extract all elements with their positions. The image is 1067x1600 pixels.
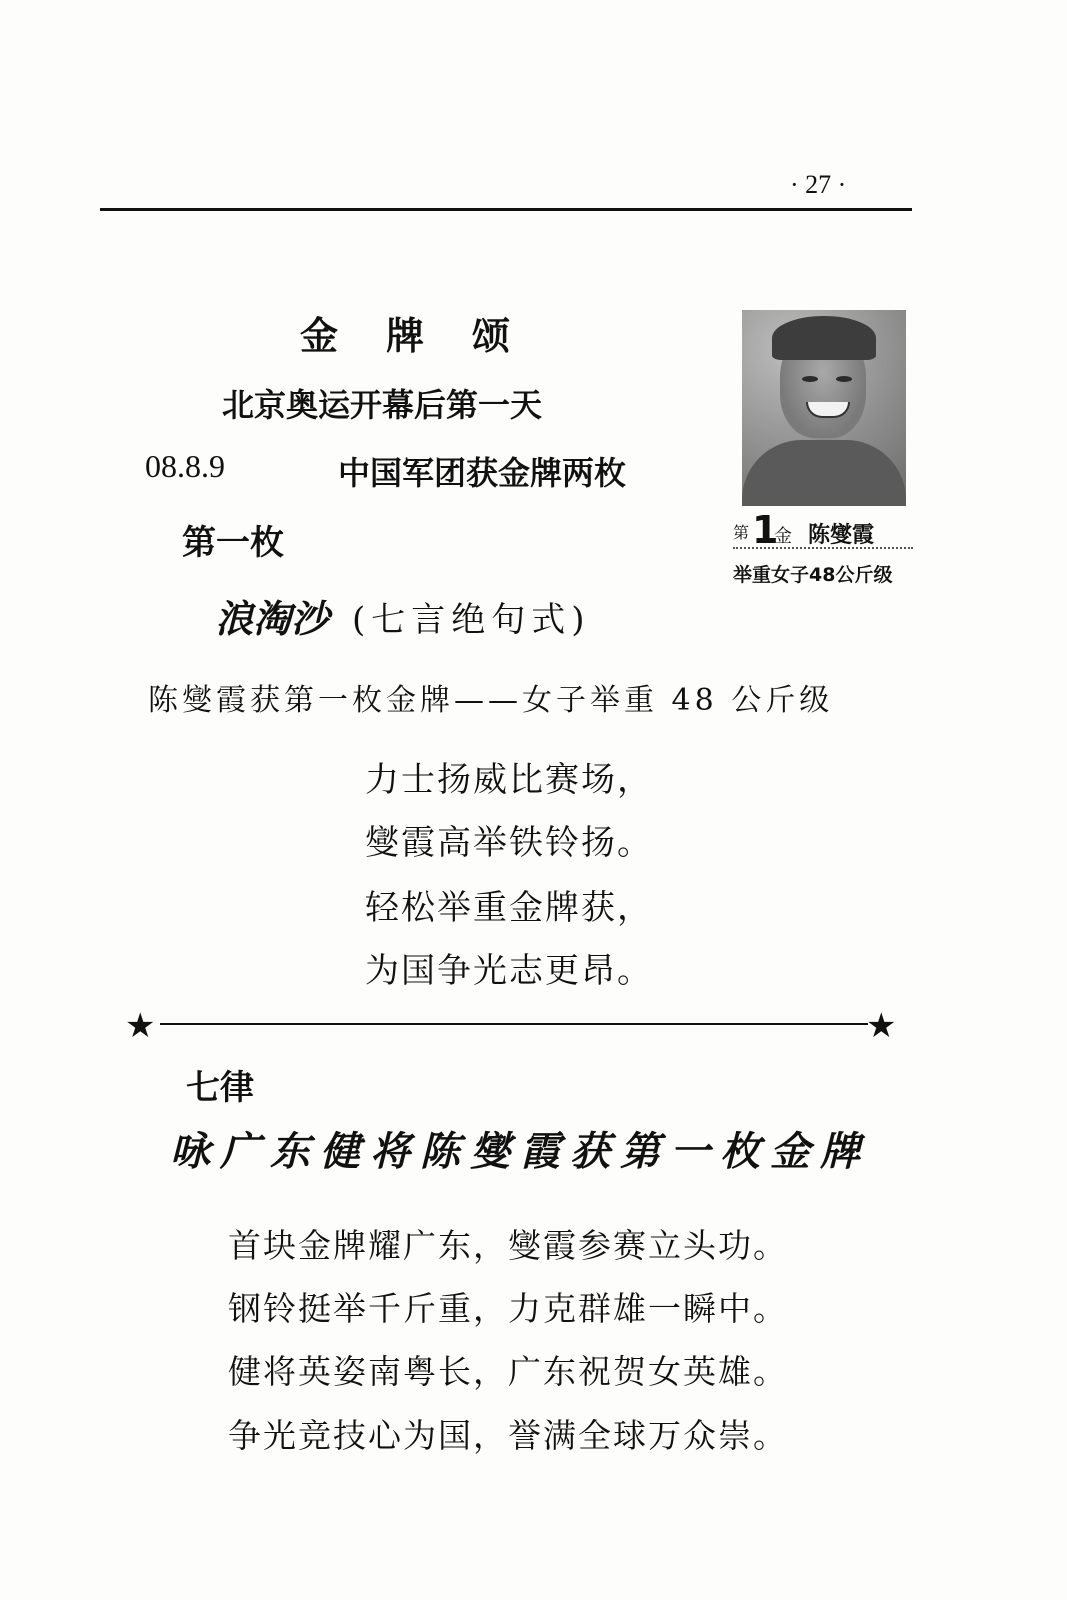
page-title: 金牌颂 <box>300 314 559 358</box>
photo-eye-right <box>836 376 852 382</box>
photo-eye-left <box>802 376 818 382</box>
poem1-line-4: 为国争光志更昂。 <box>365 951 653 991</box>
badge-gold-char: 金 <box>774 526 792 547</box>
dedication: 陈燮霞获第一枚金牌——女子举重 48 公斤级 <box>148 683 834 718</box>
poem2-line-1: 首块金牌耀广东，燮霞参赛立头功。 <box>228 1226 788 1265</box>
star-right-icon: ★ <box>866 1006 897 1046</box>
badge-athlete-name: 陈燮霞 <box>808 523 875 548</box>
tune-name: 浪淘沙 <box>215 596 330 641</box>
star-left-icon: ★ <box>125 1006 156 1046</box>
poem2-line-4: 争光竞技心为国，誉满全球万众崇。 <box>228 1416 788 1455</box>
tune-form: (七言绝句式) <box>352 600 591 640</box>
poem2-line-2: 钢铃挺举千斤重，力克群雄一瞬中。 <box>228 1289 788 1328</box>
poem1-line-3: 轻松举重金牌获， <box>365 888 653 928</box>
photo-caption: 举重女子48公斤级 <box>733 564 893 586</box>
photo-hair <box>772 316 876 360</box>
event-line: 中国军团获金牌两枚 <box>338 454 627 492</box>
badge-number: 1 <box>752 508 779 552</box>
date: 08.8.9 <box>145 448 225 484</box>
poem2-line-3: 健将英姿南粤长，广东祝贺女英雄。 <box>228 1352 788 1391</box>
badge-dotted-rule <box>733 547 913 549</box>
poem2-form-label: 七律 <box>186 1068 254 1108</box>
first-medal-heading: 第一枚 <box>182 523 284 563</box>
header-rule <box>100 208 912 211</box>
page-number: · 27 · <box>790 170 847 199</box>
poem1-line-2: 燮霞高举铁铃扬。 <box>365 823 653 863</box>
poem1-line-1: 力士扬威比赛场， <box>365 760 653 800</box>
section-divider <box>160 1023 868 1025</box>
badge-first-char: 第 <box>733 523 750 542</box>
subtitle: 北京奥运开幕后第一天 <box>222 386 543 424</box>
poem2-title: 咏广东健将陈燮霞获第一枚金牌 <box>170 1128 870 1175</box>
photo-shoulders <box>742 440 906 506</box>
athlete-photo <box>742 310 906 506</box>
